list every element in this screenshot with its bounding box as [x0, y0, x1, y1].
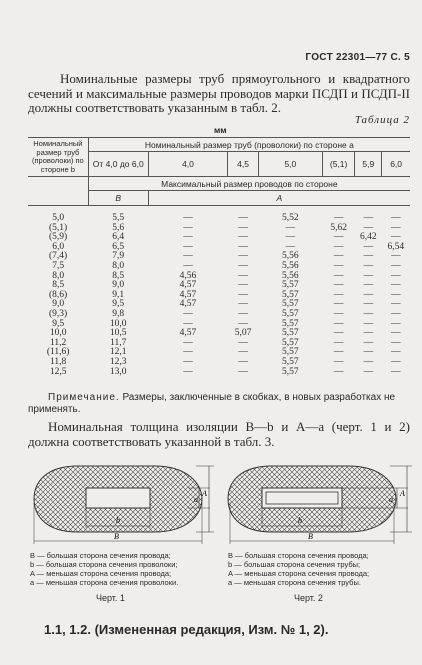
- value-cell: 4,57: [179, 280, 197, 291]
- sub-header-a: A: [148, 191, 410, 206]
- value-cell: —: [333, 289, 344, 300]
- table-row: [28, 243, 410, 253]
- value-cell: 5,57: [282, 356, 299, 367]
- value-cell: 9,5: [112, 299, 125, 310]
- legend-line: a — меньшая сторона сечения проволоки.: [30, 578, 179, 587]
- value-cell: 9,8: [112, 308, 125, 319]
- row-label-cell: 7,5: [52, 260, 65, 271]
- value-cell: —: [363, 318, 374, 329]
- table-row: [28, 329, 410, 339]
- row-label-cell: (11,6): [46, 347, 70, 358]
- value-cell: —: [333, 251, 344, 262]
- table-row: [28, 233, 410, 243]
- value-cell: —: [391, 222, 401, 233]
- row-label-cell: 11,2: [49, 337, 67, 348]
- legend-line: a — меньшая сторона сечения трубы.: [228, 578, 361, 587]
- value-cell: —: [333, 260, 344, 271]
- value-cell: —: [285, 222, 296, 233]
- value-cell: 5,57: [282, 280, 299, 291]
- value-cell: 4,56: [179, 270, 197, 281]
- value-cell: —: [391, 232, 401, 243]
- value-cell: —: [363, 356, 374, 367]
- value-cell: 8,5: [112, 270, 125, 281]
- insulation-paragraph: Номинальная толщина изоляции B—b и A—a (черт. 1 и 2) должна соответствовать указанной в табл. 3.: [28, 419, 410, 449]
- value-cell: —: [238, 337, 248, 348]
- col-header: 4,5: [228, 152, 259, 177]
- value-cell: —: [333, 356, 344, 367]
- table-row: [28, 272, 410, 282]
- value-cell: —: [238, 280, 248, 291]
- value-cell: —: [363, 289, 374, 300]
- value-cell: 8,0: [112, 260, 125, 271]
- value-cell: 6,54: [387, 241, 405, 252]
- value-cell: 5,57: [282, 366, 299, 377]
- value-cell: —: [391, 213, 401, 223]
- value-cell: 4,57: [179, 289, 197, 300]
- fig1-label-b: b: [116, 516, 120, 525]
- legend-line: A — меньшая сторона сечения провода;: [30, 569, 172, 578]
- value-cell: —: [238, 299, 248, 310]
- figure-2-caption: Черт. 2: [294, 593, 323, 603]
- value-cell: —: [363, 299, 374, 310]
- table-row: [28, 320, 410, 330]
- fig1-core: [86, 488, 150, 508]
- value-cell: —: [238, 347, 248, 358]
- value-cell: —: [333, 241, 344, 252]
- value-cell: —: [183, 222, 193, 233]
- row-label-cell: (9,3): [49, 308, 68, 319]
- value-cell: —: [238, 308, 248, 319]
- value-cell: —: [391, 289, 401, 300]
- figure-1-caption: Черт. 1: [96, 593, 125, 603]
- value-cell: 5,57: [282, 347, 299, 358]
- value-cell: —: [238, 251, 248, 262]
- table-row: [28, 358, 410, 368]
- row-label-cell: 6,0: [52, 241, 65, 252]
- value-cell: 5,52: [282, 213, 299, 223]
- table-row: [28, 368, 410, 378]
- col-header: 5,0: [258, 152, 322, 177]
- value-cell: —: [391, 347, 401, 358]
- table-row: [28, 224, 410, 234]
- legend-line: b — большая сторона сечения трубы;: [228, 560, 361, 569]
- value-cell: 6,4: [112, 232, 125, 243]
- sub-header: Максимальный размер проводов по стороне: [88, 177, 410, 191]
- legend-line: A — меньшая сторона сечения провода;: [228, 569, 370, 578]
- value-cell: —: [333, 299, 344, 310]
- value-cell: —: [183, 308, 193, 319]
- row-label-cell: 9,0: [52, 299, 65, 310]
- value-cell: —: [391, 299, 401, 310]
- note-label: Примечание.: [48, 392, 120, 403]
- value-cell: —: [183, 241, 193, 252]
- value-cell: —: [333, 328, 344, 339]
- value-cell: —: [391, 328, 401, 339]
- value-cell: —: [333, 308, 344, 319]
- row-label-cell: 5,0: [52, 213, 65, 223]
- value-cell: 5,57: [282, 337, 299, 348]
- value-cell: 9,1: [112, 289, 125, 300]
- value-cell: —: [238, 213, 248, 223]
- row-label-cell: 9,5: [52, 318, 65, 329]
- value-cell: —: [363, 213, 374, 223]
- value-cell: —: [363, 270, 374, 281]
- table-row: [28, 252, 410, 262]
- row-header: Номинальный размер труб (проволоки) по стороне b: [28, 138, 88, 177]
- value-cell: —: [391, 251, 401, 262]
- table-note: [28, 392, 410, 416]
- table-row: [28, 300, 410, 310]
- table-row: [28, 262, 410, 272]
- value-cell: 5,56: [282, 260, 299, 271]
- fig1-label-a: a: [194, 495, 198, 504]
- fig1-label-B: B: [114, 532, 119, 541]
- table-row: [28, 310, 410, 320]
- value-cell: —: [391, 260, 401, 271]
- row-label-cell: (7,4): [49, 251, 68, 262]
- value-cell: —: [333, 366, 344, 377]
- value-cell: 5,57: [282, 318, 299, 329]
- value-cell: 4,57: [179, 299, 197, 310]
- value-cell: —: [363, 328, 374, 339]
- value-cell: 7,9: [112, 251, 125, 262]
- value-cell: —: [391, 366, 401, 377]
- value-cell: —: [363, 222, 374, 233]
- value-cell: 5,57: [282, 299, 299, 310]
- value-cell: —: [238, 270, 248, 281]
- value-cell: —: [238, 318, 248, 329]
- value-cell: —: [285, 232, 296, 243]
- value-cell: —: [238, 289, 248, 300]
- value-cell: —: [333, 270, 344, 281]
- value-cell: —: [391, 280, 401, 291]
- fig2-label-a: a: [389, 495, 393, 504]
- fig2-label-b: b: [298, 516, 302, 525]
- col-header: 6,0: [382, 152, 410, 177]
- group-header: Номинальный размер труб (проволоки) по стороне a: [88, 138, 410, 152]
- figure-1-drawing: [28, 452, 214, 548]
- figure-2-legend: [228, 551, 412, 587]
- intro-paragraph: Номинальные размеры труб прямоугольного и квадратного сечений и максимальные размеры проводов марки ПСДП и ПСДП-II должны соответствовать указанным в табл. 2.: [28, 71, 410, 115]
- value-cell: —: [238, 241, 248, 252]
- row-label-cell: 12,5: [49, 366, 67, 377]
- table-row: [28, 281, 410, 291]
- row-label-cell: (5,9): [49, 232, 68, 243]
- row-label-cell: 8,5: [52, 280, 65, 291]
- value-cell: —: [363, 251, 374, 262]
- row-label-cell: 11,8: [49, 356, 67, 367]
- row-label-cell: 10,0: [49, 328, 67, 339]
- value-cell: —: [285, 241, 296, 252]
- value-cell: 5,07: [234, 328, 252, 339]
- value-cell: —: [183, 318, 193, 329]
- sizes-table: [28, 137, 410, 377]
- value-cell: 5,56: [282, 270, 299, 281]
- row-label-cell: (5,1): [49, 222, 68, 233]
- value-cell: —: [391, 308, 401, 319]
- value-cell: 10,0: [109, 318, 127, 329]
- value-cell: —: [183, 251, 193, 262]
- fig2-tube-inner: [266, 492, 338, 504]
- value-cell: —: [391, 318, 401, 329]
- table-row: [28, 291, 410, 301]
- fig2-label-A: A: [400, 489, 405, 498]
- amendment-line: 1.1, 1.2. (Измененная редакция, Изм. № 1, 2).: [44, 622, 329, 637]
- table-caption: Таблица 2: [354, 114, 410, 126]
- value-cell: —: [183, 356, 193, 367]
- value-cell: 12,3: [109, 356, 127, 367]
- fig2-label-B: B: [308, 532, 313, 541]
- value-cell: —: [238, 232, 248, 243]
- value-cell: 6,42: [360, 232, 377, 243]
- value-cell: 5,5: [112, 213, 125, 223]
- col-header: 5,9: [355, 152, 382, 177]
- legend-line: b — большая сторона сечения проволоки;: [30, 560, 178, 569]
- value-cell: 5,6: [112, 222, 125, 233]
- legend-line: B — большая сторона сечения провода;: [228, 551, 369, 560]
- standard-header: ГОСТ 22301—77 С. 5: [305, 52, 410, 63]
- value-cell: —: [183, 232, 193, 243]
- value-cell: —: [333, 232, 344, 243]
- value-cell: —: [363, 280, 374, 291]
- value-cell: 5,62: [330, 222, 347, 233]
- value-cell: —: [363, 260, 374, 271]
- note-text: Размеры, заключенные в скобках, в новых разработках не применять.: [28, 392, 396, 415]
- value-cell: 5,57: [282, 308, 299, 319]
- value-cell: 6,5: [112, 241, 125, 252]
- col-header: (5,1): [322, 152, 355, 177]
- value-cell: —: [363, 366, 374, 377]
- value-cell: —: [183, 337, 193, 348]
- value-cell: —: [363, 347, 374, 358]
- value-cell: —: [333, 347, 344, 358]
- value-cell: —: [391, 356, 401, 367]
- figure-2-drawing: [226, 452, 412, 548]
- value-cell: 12,1: [109, 347, 127, 358]
- value-cell: —: [391, 337, 401, 348]
- value-cell: —: [183, 366, 193, 377]
- table-row: [28, 348, 410, 358]
- value-cell: —: [183, 260, 193, 271]
- value-cell: —: [238, 222, 248, 233]
- table-row: [28, 206, 410, 224]
- table-row: [28, 339, 410, 349]
- row-label-cell: 8,0: [52, 270, 65, 281]
- value-cell: 13,0: [109, 366, 127, 377]
- table-unit: мм: [214, 125, 227, 135]
- fig1-label-A: A: [202, 489, 207, 498]
- legend-line: B — большая сторона сечения провода;: [30, 551, 171, 560]
- value-cell: —: [238, 260, 248, 271]
- value-cell: —: [333, 337, 344, 348]
- value-cell: —: [363, 308, 374, 319]
- value-cell: 9,0: [112, 280, 125, 291]
- value-cell: —: [363, 241, 374, 252]
- value-cell: —: [238, 356, 248, 367]
- value-cell: —: [333, 280, 344, 291]
- value-cell: —: [391, 270, 401, 281]
- value-cell: —: [363, 337, 374, 348]
- value-cell: 5,57: [282, 328, 299, 339]
- row-label-cell: (8,6): [49, 289, 68, 300]
- value-cell: 10,5: [109, 328, 127, 339]
- value-cell: 11,7: [110, 337, 127, 348]
- value-cell: —: [183, 213, 193, 223]
- sub-header-b: B: [88, 191, 148, 206]
- value-cell: —: [183, 347, 193, 358]
- figure-1-legend: [30, 551, 226, 587]
- value-cell: 5,56: [282, 251, 299, 262]
- value-cell: —: [333, 318, 344, 329]
- value-cell: 5,57: [282, 289, 299, 300]
- value-cell: —: [238, 366, 248, 377]
- value-cell: 4,57: [179, 328, 197, 339]
- col-header: От 4,0 до 6,0: [88, 152, 148, 177]
- table-body: [28, 206, 410, 378]
- value-cell: —: [333, 213, 344, 223]
- col-header: 4,0: [148, 152, 228, 177]
